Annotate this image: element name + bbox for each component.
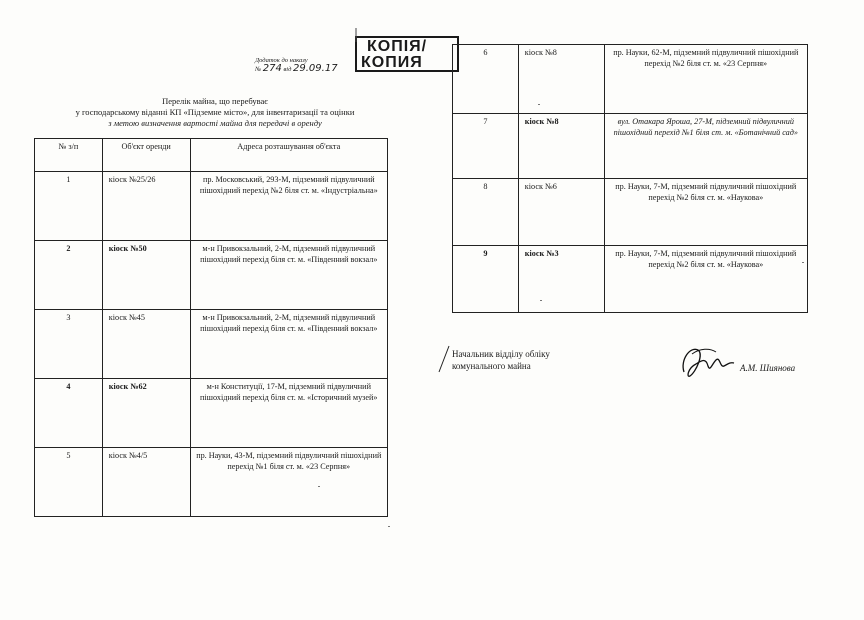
appendix-no-value: 274	[262, 63, 282, 74]
header-address: Адреса розташування об'єкта	[190, 139, 387, 172]
signature-title	[452, 348, 550, 372]
table-row	[453, 114, 808, 179]
table-row	[35, 310, 388, 379]
row-object: кіоск №50	[102, 241, 190, 310]
row-object: кіоск №8	[518, 114, 604, 179]
header-num: № з/п	[35, 139, 103, 172]
row-object: кіоск №25/26	[102, 172, 190, 241]
row-num: 1	[35, 172, 103, 241]
row-address: пр. Науки, 62-М, підземний підвуличний пішохідний перехід №2 біля ст. м. «23 Серпня»	[604, 45, 807, 114]
table-header-row	[35, 139, 388, 172]
row-object: кіоск №4/5	[102, 448, 190, 517]
signature-title-line-1: Начальник відділу обліку	[452, 349, 550, 359]
row-address: пр. Науки, 7-М, підземний підвуличний пішохідний перехід №2 біля ст. м. «Наукова»	[604, 246, 807, 313]
table-row	[35, 448, 388, 517]
row-address: вул. Отакара Яроша, 27-М, підземний підвуличний пішохідний перехід №1 біля ст. м. «Ботанічний сад»	[604, 114, 807, 179]
stamp-line-1: КОПІЯ/	[367, 38, 428, 55]
row-num: 2	[35, 241, 103, 310]
table-row	[453, 179, 808, 246]
table-row	[453, 246, 808, 313]
row-address: м-н Привокзальний, 2-М, підземний підвуличний пішохідний перехід біля ст. м. «Південний вокзал»	[190, 310, 387, 379]
appendix-date-value: 29.09.17	[293, 63, 338, 74]
row-num: 7	[453, 114, 519, 179]
caption-line-2: у господарському віданні КП «Підземне місто», для інвентаризації та оцінки	[75, 107, 355, 117]
row-num: 3	[35, 310, 103, 379]
row-object: кіоск №8	[518, 45, 604, 114]
row-object: кіоск №3	[518, 246, 604, 313]
row-num: 5	[35, 448, 103, 517]
row-num: 8	[453, 179, 519, 246]
appendix-no-label: №	[255, 66, 262, 73]
stamp-mark-icon	[354, 28, 358, 42]
row-address: пр. Московський, 293-М, підземний підвуличний пішохідний перехід №2 біля ст. м. «Індустріальна»	[190, 172, 387, 241]
row-address: м-н Конституції, 17-М, підземний підвуличний пішохідний перехід біля ст. м. «Історичний музей»	[190, 379, 387, 448]
copy-stamp	[355, 36, 459, 72]
appendix-prefix: Додаток до наказу	[255, 57, 308, 64]
table-row	[35, 172, 388, 241]
row-address: м-н Привокзальний, 2-М, підземний підвуличний пішохідний перехід біля ст. м. «Південний вокзал»	[190, 241, 387, 310]
table-row	[35, 379, 388, 448]
handwritten-signature-icon	[676, 342, 736, 384]
document-caption	[40, 96, 390, 129]
appendix-date-label: від	[283, 66, 292, 73]
table-row	[453, 45, 808, 114]
row-object: кіоск №45	[102, 310, 190, 379]
property-table-right	[452, 44, 808, 313]
header-object: Об'єкт оренди	[102, 139, 190, 172]
signatory-name: А.М. Шиянова	[740, 363, 796, 373]
caption-line-1: Перелік майна, що перебуває	[162, 96, 268, 106]
caption-line-3: з метою визначення вартості майна для передачі в оренду	[108, 118, 322, 128]
table-row	[35, 241, 388, 310]
appendix-reference	[255, 57, 338, 74]
row-address: пр. Науки, 7-М, підземний підвуличний пішохідний перехід №2 біля ст. м. «Наукова»	[604, 179, 807, 246]
scan-speck	[388, 526, 390, 527]
scan-speck	[802, 262, 804, 263]
row-num: 9	[453, 246, 519, 313]
row-object: кіоск №6	[518, 179, 604, 246]
row-object: кіоск №62	[102, 379, 190, 448]
signature-title-line-2: комунального майна	[452, 361, 531, 371]
stamp-line-2: КОПИЯ	[361, 54, 423, 71]
row-address: пр. Науки, 43-М, підземний підвуличний пішохідний перехід №1 біля ст. м. «23 Серпня»	[190, 448, 387, 517]
scan-speck	[538, 104, 540, 105]
row-num: 6	[453, 45, 519, 114]
property-table-left	[34, 138, 388, 517]
scan-speck	[318, 486, 320, 487]
row-num: 4	[35, 379, 103, 448]
signature-slash-mark-icon	[436, 344, 452, 374]
scan-speck	[540, 300, 542, 301]
